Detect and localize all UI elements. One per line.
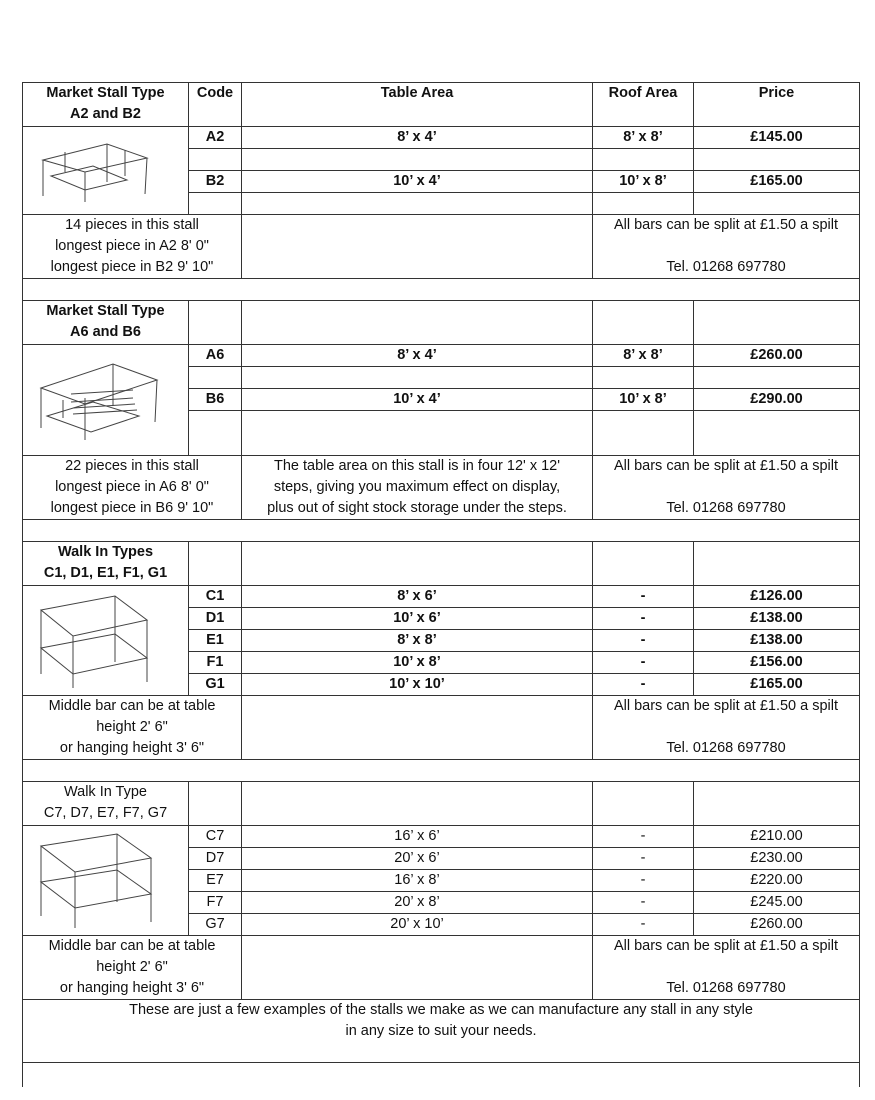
stall-notes: Middle bar can be at table height 2' 6" or hanging height 3' 6": [23, 696, 242, 760]
section-title: Market Stall Type A2 and B2: [23, 83, 189, 127]
section-header-row: [23, 782, 860, 826]
table-row: D1 10’ x 6’ - £138.00: [23, 608, 860, 630]
roof-area-header: Roof Area: [593, 83, 694, 127]
table-row: F1 10’ x 8’ - £156.00: [23, 652, 860, 674]
table-area-header: Table Area: [242, 83, 593, 127]
section-title: Walk In Type C7, D7, E7, F7, G7: [23, 782, 189, 826]
table-row: A6 8’ x 4’ 8’ x 8’ £260.00: [23, 345, 860, 367]
walk-in-stall-c7-icon: [33, 832, 157, 930]
split-info: All bars can be split at £1.50 a spilt Tel. 01268 697780: [593, 696, 860, 760]
stall-illustration: [23, 345, 189, 456]
table-row: G7 20’ x 10’ - £260.00: [23, 914, 860, 936]
notes-row: [23, 456, 860, 520]
stall-illustration: [23, 586, 189, 696]
table-row: E7 16’ x 8’ - £220.00: [23, 870, 860, 892]
market-stall-a2-icon: [33, 136, 153, 206]
price-header: Price: [694, 83, 860, 127]
table-row: E1 8’ x 8’ - £138.00: [23, 630, 860, 652]
table-row: C7 16’ x 6’ - £210.00: [23, 826, 860, 848]
section-title: Walk In Types C1, D1, E1, F1, G1: [23, 542, 189, 586]
split-info: All bars can be split at £1.50 a spilt Tel. 01268 697780: [593, 456, 860, 520]
table-row: F7 20’ x 8’ - £245.00: [23, 892, 860, 914]
stall-illustration: [23, 127, 189, 215]
table-row: C1 8’ x 6’ - £126.00: [23, 586, 860, 608]
step-stall-a6-icon: [33, 358, 161, 442]
notes-row: [23, 215, 860, 279]
stall-notes: 22 pieces in this stall longest piece in A6 8' 0" longest piece in B6 9' 10": [23, 456, 242, 520]
stall-notes: Middle bar can be at table height 2' 6" or hanging height 3' 6": [23, 936, 242, 1000]
split-info: All bars can be split at £1.50 a spilt Tel. 01268 697780: [593, 936, 860, 1000]
code-header: Code: [189, 83, 242, 127]
section-header-row: [23, 301, 860, 345]
footer-note: These are just a few examples of the stalls we make as we can manufacture any stall in any style in any size to suit your needs.: [23, 1000, 860, 1063]
table-row: A2 8’ x 4’ 8’ x 8’ £145.00: [23, 127, 860, 149]
notes-row: [23, 936, 860, 1000]
section-title: Market Stall Type A6 and B6: [23, 301, 189, 345]
stall-feature-text: The table area on this stall is in four 12' x 12' steps, giving you maximum effect on display, plus out of sight stock storage under the steps.: [242, 456, 593, 520]
table-row: B2 10’ x 4’ 10’ x 8’ £165.00: [23, 171, 860, 193]
table-row: G1 10’ x 10’ - £165.00: [23, 674, 860, 696]
notes-row: [23, 696, 860, 760]
price-list-table: [22, 82, 860, 1087]
walk-in-stall-c1-icon: [33, 592, 153, 690]
section-header-row: [23, 542, 860, 586]
split-info: All bars can be split at £1.50 a spilt Tel. 01268 697780: [593, 215, 860, 279]
table-row: D7 20’ x 6’ - £230.00: [23, 848, 860, 870]
stall-notes: 14 pieces in this stall longest piece in A2 8' 0" longest piece in B2 9' 10": [23, 215, 242, 279]
table-row: B6 10’ x 4’ 10’ x 8’ £290.00: [23, 389, 860, 411]
header-row: [23, 83, 860, 127]
stall-illustration: [23, 826, 189, 936]
